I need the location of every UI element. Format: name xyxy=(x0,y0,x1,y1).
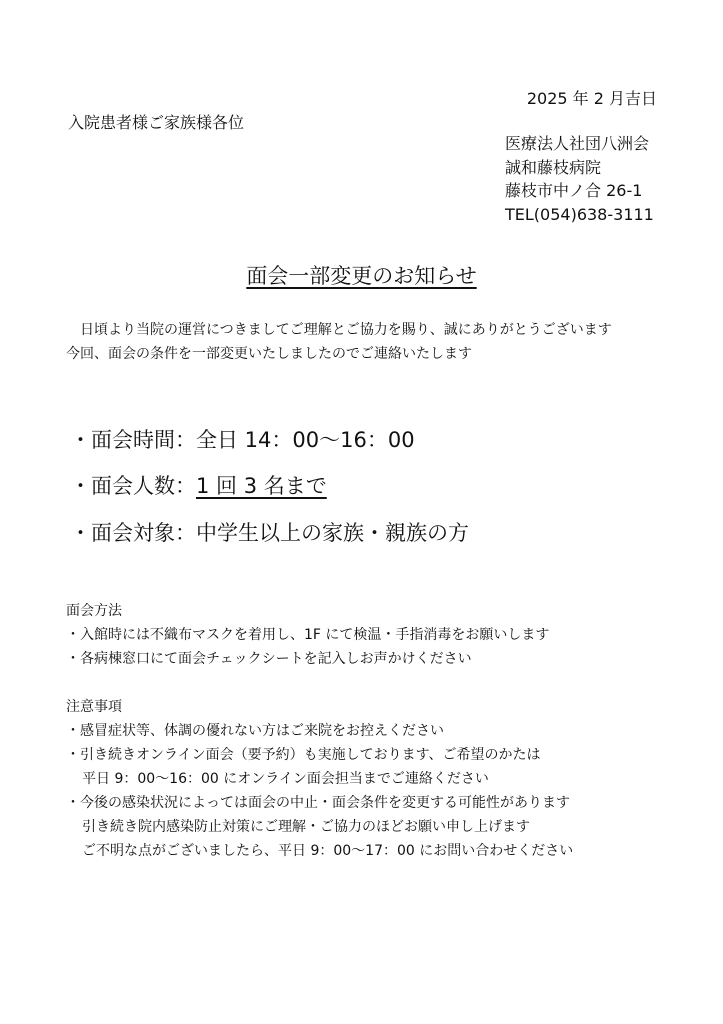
sender-hospital: 誠和藤枝病院 xyxy=(505,157,602,177)
notice-title: 面会一部変更のお知らせ xyxy=(246,264,477,288)
notes-item-continuation: ご不明な点がございましたら、平日 9：00～17：00 にお問い合わせください xyxy=(82,843,574,859)
notes-item-continuation: 引き続き院内感染防止対策にご理解・ご協力のほどお願い申し上げます xyxy=(82,819,530,835)
intro-line-2: 今回、面会の条件を一部変更いたしましたのでご連絡いたします xyxy=(66,346,472,362)
notes-heading: 注意事項 xyxy=(66,699,122,715)
key-point-eligibility xyxy=(70,517,469,547)
notice-date: 2025 年 2 月吉日 xyxy=(526,89,657,108)
eligibility-value: 中学生以上の家族・親族の方 xyxy=(196,521,469,545)
hours-label: ・面会時間： xyxy=(70,428,196,452)
visitors-label: ・面会人数： xyxy=(70,474,196,498)
hours-value: 全日 14：00～16：00 xyxy=(196,428,415,452)
addressee: 入院患者様ご家族様各位 xyxy=(68,113,245,132)
sender-tel: TEL(054)638-3111 xyxy=(505,204,654,224)
eligibility-label: ・面会対象： xyxy=(70,521,196,545)
intro-paragraph xyxy=(66,318,612,366)
method-item: ・各病棟窓口にて面会チェックシートを記入しお声かけください xyxy=(66,651,472,667)
sender-block xyxy=(505,132,654,226)
notes-item: ・引き続きオンライン面会（要予約）も実施しております、ご希望のかたは xyxy=(66,747,541,763)
notes-item-continuation: 平日 9：00～16：00 にオンライン面会担当までご連絡ください xyxy=(82,771,489,787)
notes-item: ・感冒症状等、体調の優れない方はご来院をお控えください xyxy=(66,723,444,739)
method-heading: 面会方法 xyxy=(66,603,122,619)
key-point-hours xyxy=(70,424,415,454)
sender-org: 医療法人社団八洲会 xyxy=(505,134,650,153)
visitors-value: 1 回 3 名まで xyxy=(196,474,327,498)
method-item: ・入館時には不織布マスクを着用し、1F にて検温・手指消毒をお願いします xyxy=(66,627,550,643)
notes-item: ・今後の感染状況によっては面会の中止・面会条件を変更する可能性があります xyxy=(66,795,570,811)
intro-line-1: 日頃より当院の運営につきましてご理解とご協力を賜り、誠にありがとうございます xyxy=(80,322,612,338)
notes-section xyxy=(66,695,573,863)
key-point-visitors xyxy=(70,470,327,500)
notice-title-wrap xyxy=(0,260,723,290)
sender-address: 藤枝市中ノ合 26-1 xyxy=(505,181,643,200)
method-section xyxy=(66,599,549,671)
